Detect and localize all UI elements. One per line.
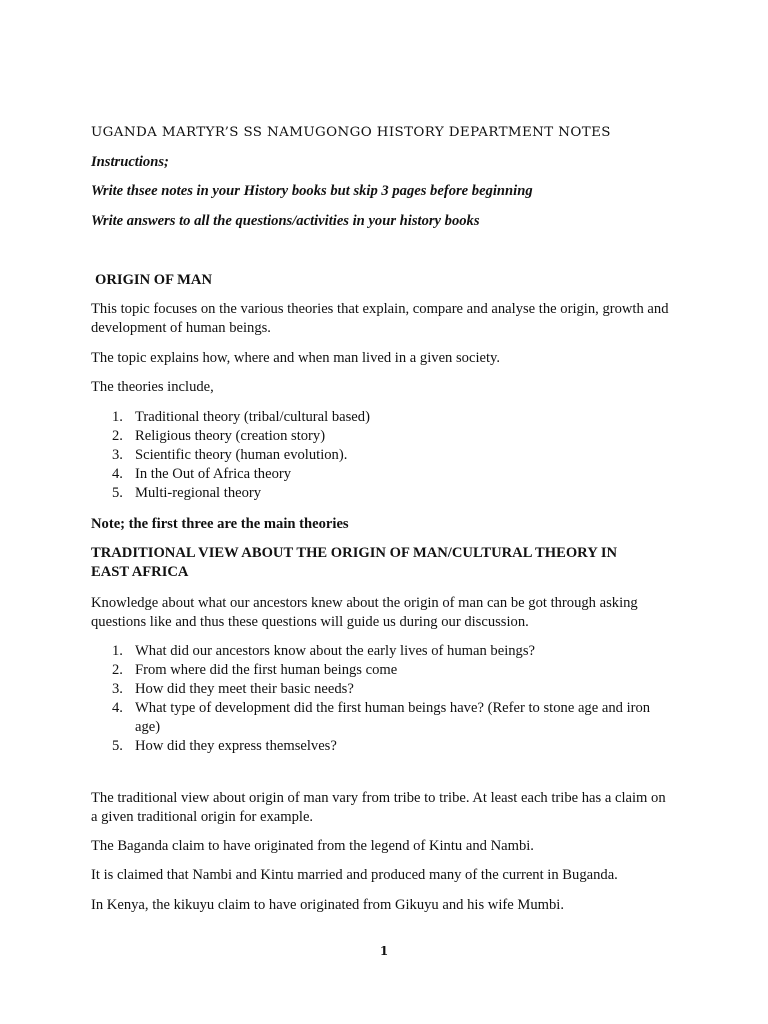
instruction-line-2: Write answers to all the questions/activities in your history books bbox=[91, 213, 480, 229]
kikuyu-paragraph: In Kenya, the kikuyu claim to have originated from Gikuyu and his wife Mumbi. bbox=[91, 897, 564, 913]
list-item: 2. Religious theory (creation story) bbox=[112, 428, 326, 444]
section-heading-origin-of-man: ORIGIN OF MAN bbox=[95, 272, 213, 288]
baganda-paragraph: The Baganda claim to have originated from the legend of Kintu and Nambi. bbox=[91, 838, 534, 854]
intro-paragraph: This topic focuses on the various theories that explain, compare and analyse the origin, growth and development of human beings. bbox=[91, 301, 669, 336]
traditional-view-paragraph: The traditional view about origin of man vary from tribe to tribe. At least each tribe has a claim on a given traditional origin for example. bbox=[91, 790, 666, 825]
document-header: UGANDA MARTYR’S SS NAMUGONGO HISTORY DEPARTMENT NOTES bbox=[91, 125, 611, 140]
list-item: 4. What type of development did the first human beings have? (Refer to stone age and iron age) bbox=[112, 700, 651, 735]
theories-lead: The theories include, bbox=[91, 379, 214, 395]
list-item: 1. Traditional theory (tribal/cultural based) bbox=[112, 409, 370, 425]
instruction-line-1: Write thsee notes in your History books but skip 3 pages before beginning bbox=[91, 183, 533, 199]
theories-list bbox=[91, 408, 671, 503]
questions-list bbox=[91, 642, 671, 756]
list-item: 5. Multi-regional theory bbox=[112, 485, 262, 501]
list-item: 4. In the Out of Africa theory bbox=[112, 466, 292, 482]
list-item: 3. Scientific theory (human evolution). bbox=[112, 447, 348, 463]
list-item: 3. How did they meet their basic needs? bbox=[112, 681, 354, 697]
list-item: 2. From where did the first human beings come bbox=[112, 662, 398, 678]
section-heading-traditional-view: TRADITIONAL VIEW ABOUT THE ORIGIN OF MAN/CULTURAL THEORY IN EAST AFRICA bbox=[91, 545, 618, 580]
knowledge-paragraph: Knowledge about what our ancestors knew about the origin of man can be got through asking questions like and thus these questions will guide us during our discussion. bbox=[91, 595, 638, 630]
main-theories-note: Note; the first three are the main theories bbox=[91, 516, 349, 532]
list-item: 5. How did they express themselves? bbox=[112, 738, 337, 754]
list-item: 1. What did our ancestors know about the early lives of human beings? bbox=[112, 643, 536, 659]
page-number: 1 bbox=[379, 944, 389, 958]
explains-paragraph: The topic explains how, where and when man lived in a given society. bbox=[91, 350, 501, 366]
instructions-title: Instructions; bbox=[91, 154, 169, 170]
nambi-kintu-paragraph: It is claimed that Nambi and Kintu married and produced many of the current in Buganda. bbox=[91, 867, 618, 883]
